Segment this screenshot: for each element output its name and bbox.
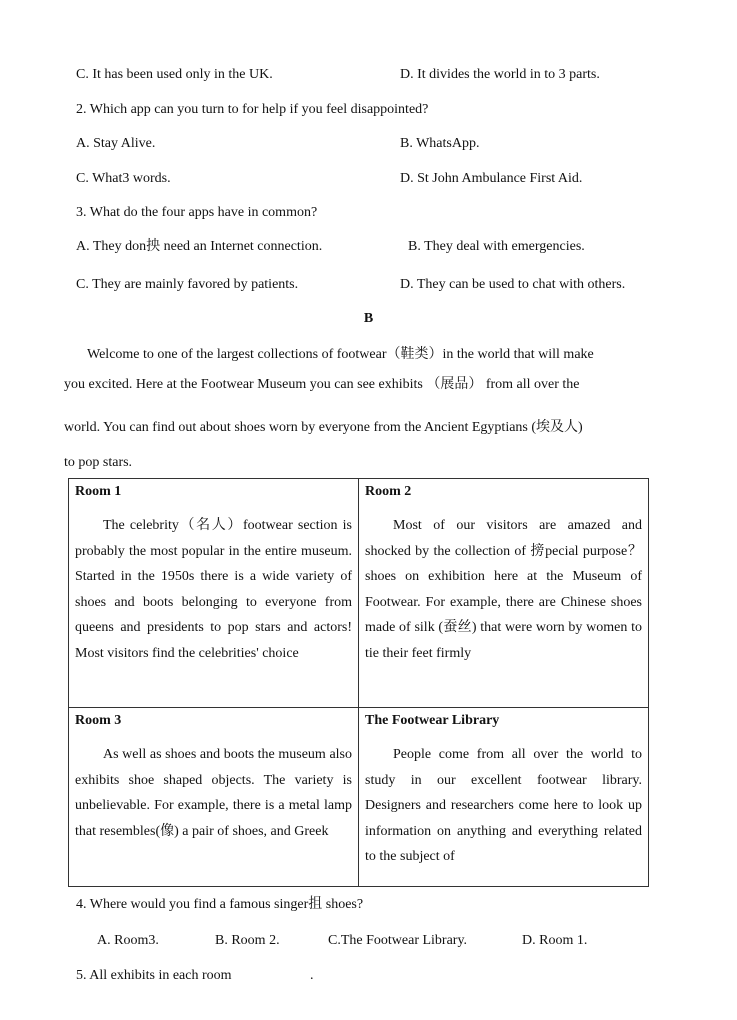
q4-option-d: D. Room 1.	[522, 933, 588, 948]
q4-option-a: A. Room3.	[97, 933, 159, 948]
q2-option-b: B. WhatsApp.	[400, 136, 480, 151]
q3-option-c: C. They are mainly favored by patients.	[76, 277, 299, 292]
room1-text: The celebrity（名人）footwear section is probably the most popular in the entire museum. Started in the 1950s there is a wide variety of shoes and boots belonging to everyone from queens and presidents to pop stars and actors! Most visitors find the celebrities' choice	[75, 518, 352, 661]
q5-blank-end: .	[310, 968, 314, 983]
room2-title: Room 2	[365, 484, 412, 499]
rooms-row-2	[69, 708, 649, 887]
room3-text: As well as shoes and boots the museum also exhibits shoe shaped objects. The variety is unbelievable. For example, there is a metal lamp that resembles(像) a pair of shoes, and Greek	[75, 747, 352, 839]
room2-text: Most of our visitors are amazed and shocked by the collection of 搒pecial purpose？ shoes on exhibition here at the Museum of Footwear. For example, there are Chinese shoes made of silk (蚕丝) that were worn by women to tie their feet firmly	[365, 518, 642, 661]
q5-stem: 5. All exhibits in each room	[76, 968, 232, 983]
q3-option-b: B. They deal with emergencies.	[408, 239, 585, 254]
room2-cell	[359, 479, 649, 708]
q2-option-d: D. St John Ambulance First Aid.	[400, 171, 583, 186]
rooms-row-1	[69, 479, 649, 708]
q1-option-d: D. It divides the world in to 3 parts.	[400, 67, 600, 82]
q3-option-a: A. They don抰 need an Internet connection.	[76, 239, 323, 254]
library-text: People come from all over the world to study in our excellent footwear library. Designers and researchers come here to look up information on anything and everything related to the subject of	[365, 747, 642, 864]
intro-line-1: Welcome to one of the largest collections of footwear（鞋类）in the world that will make	[87, 347, 594, 362]
q4-option-c: C.The Footwear Library.	[328, 933, 468, 948]
q4-option-b: B. Room 2.	[215, 933, 280, 948]
q3-option-d: D. They can be used to chat with others.	[400, 277, 626, 292]
room1-title: Room 1	[75, 484, 122, 499]
q2-stem: 2. Which app can you turn to for help if you feel disappointed?	[76, 102, 429, 117]
library-title: The Footwear Library	[365, 713, 500, 728]
intro-line-2: you excited. Here at the Footwear Museum you can see exhibits （展品） from all over the	[64, 377, 580, 392]
room3-title: Room 3	[75, 713, 122, 728]
library-cell	[359, 708, 649, 887]
q3-stem: 3. What do the four apps have in common?	[76, 205, 318, 220]
room1-cell	[69, 479, 359, 708]
section-b-heading: B	[363, 311, 374, 326]
q1-option-c: C. It has been used only in the UK.	[76, 67, 273, 82]
intro-line-3: world. You can find out about shoes worn by everyone from the Ancient Egyptians (埃及人)	[64, 420, 583, 435]
room3-cell	[69, 708, 359, 887]
rooms-table	[68, 478, 649, 887]
q4-stem: 4. Where would you find a famous singer抯 shoes?	[76, 897, 364, 912]
intro-line-4: to pop stars.	[64, 455, 133, 470]
q2-option-c: C. What3 words.	[76, 171, 171, 186]
q2-option-a: A. Stay Alive.	[76, 136, 156, 151]
